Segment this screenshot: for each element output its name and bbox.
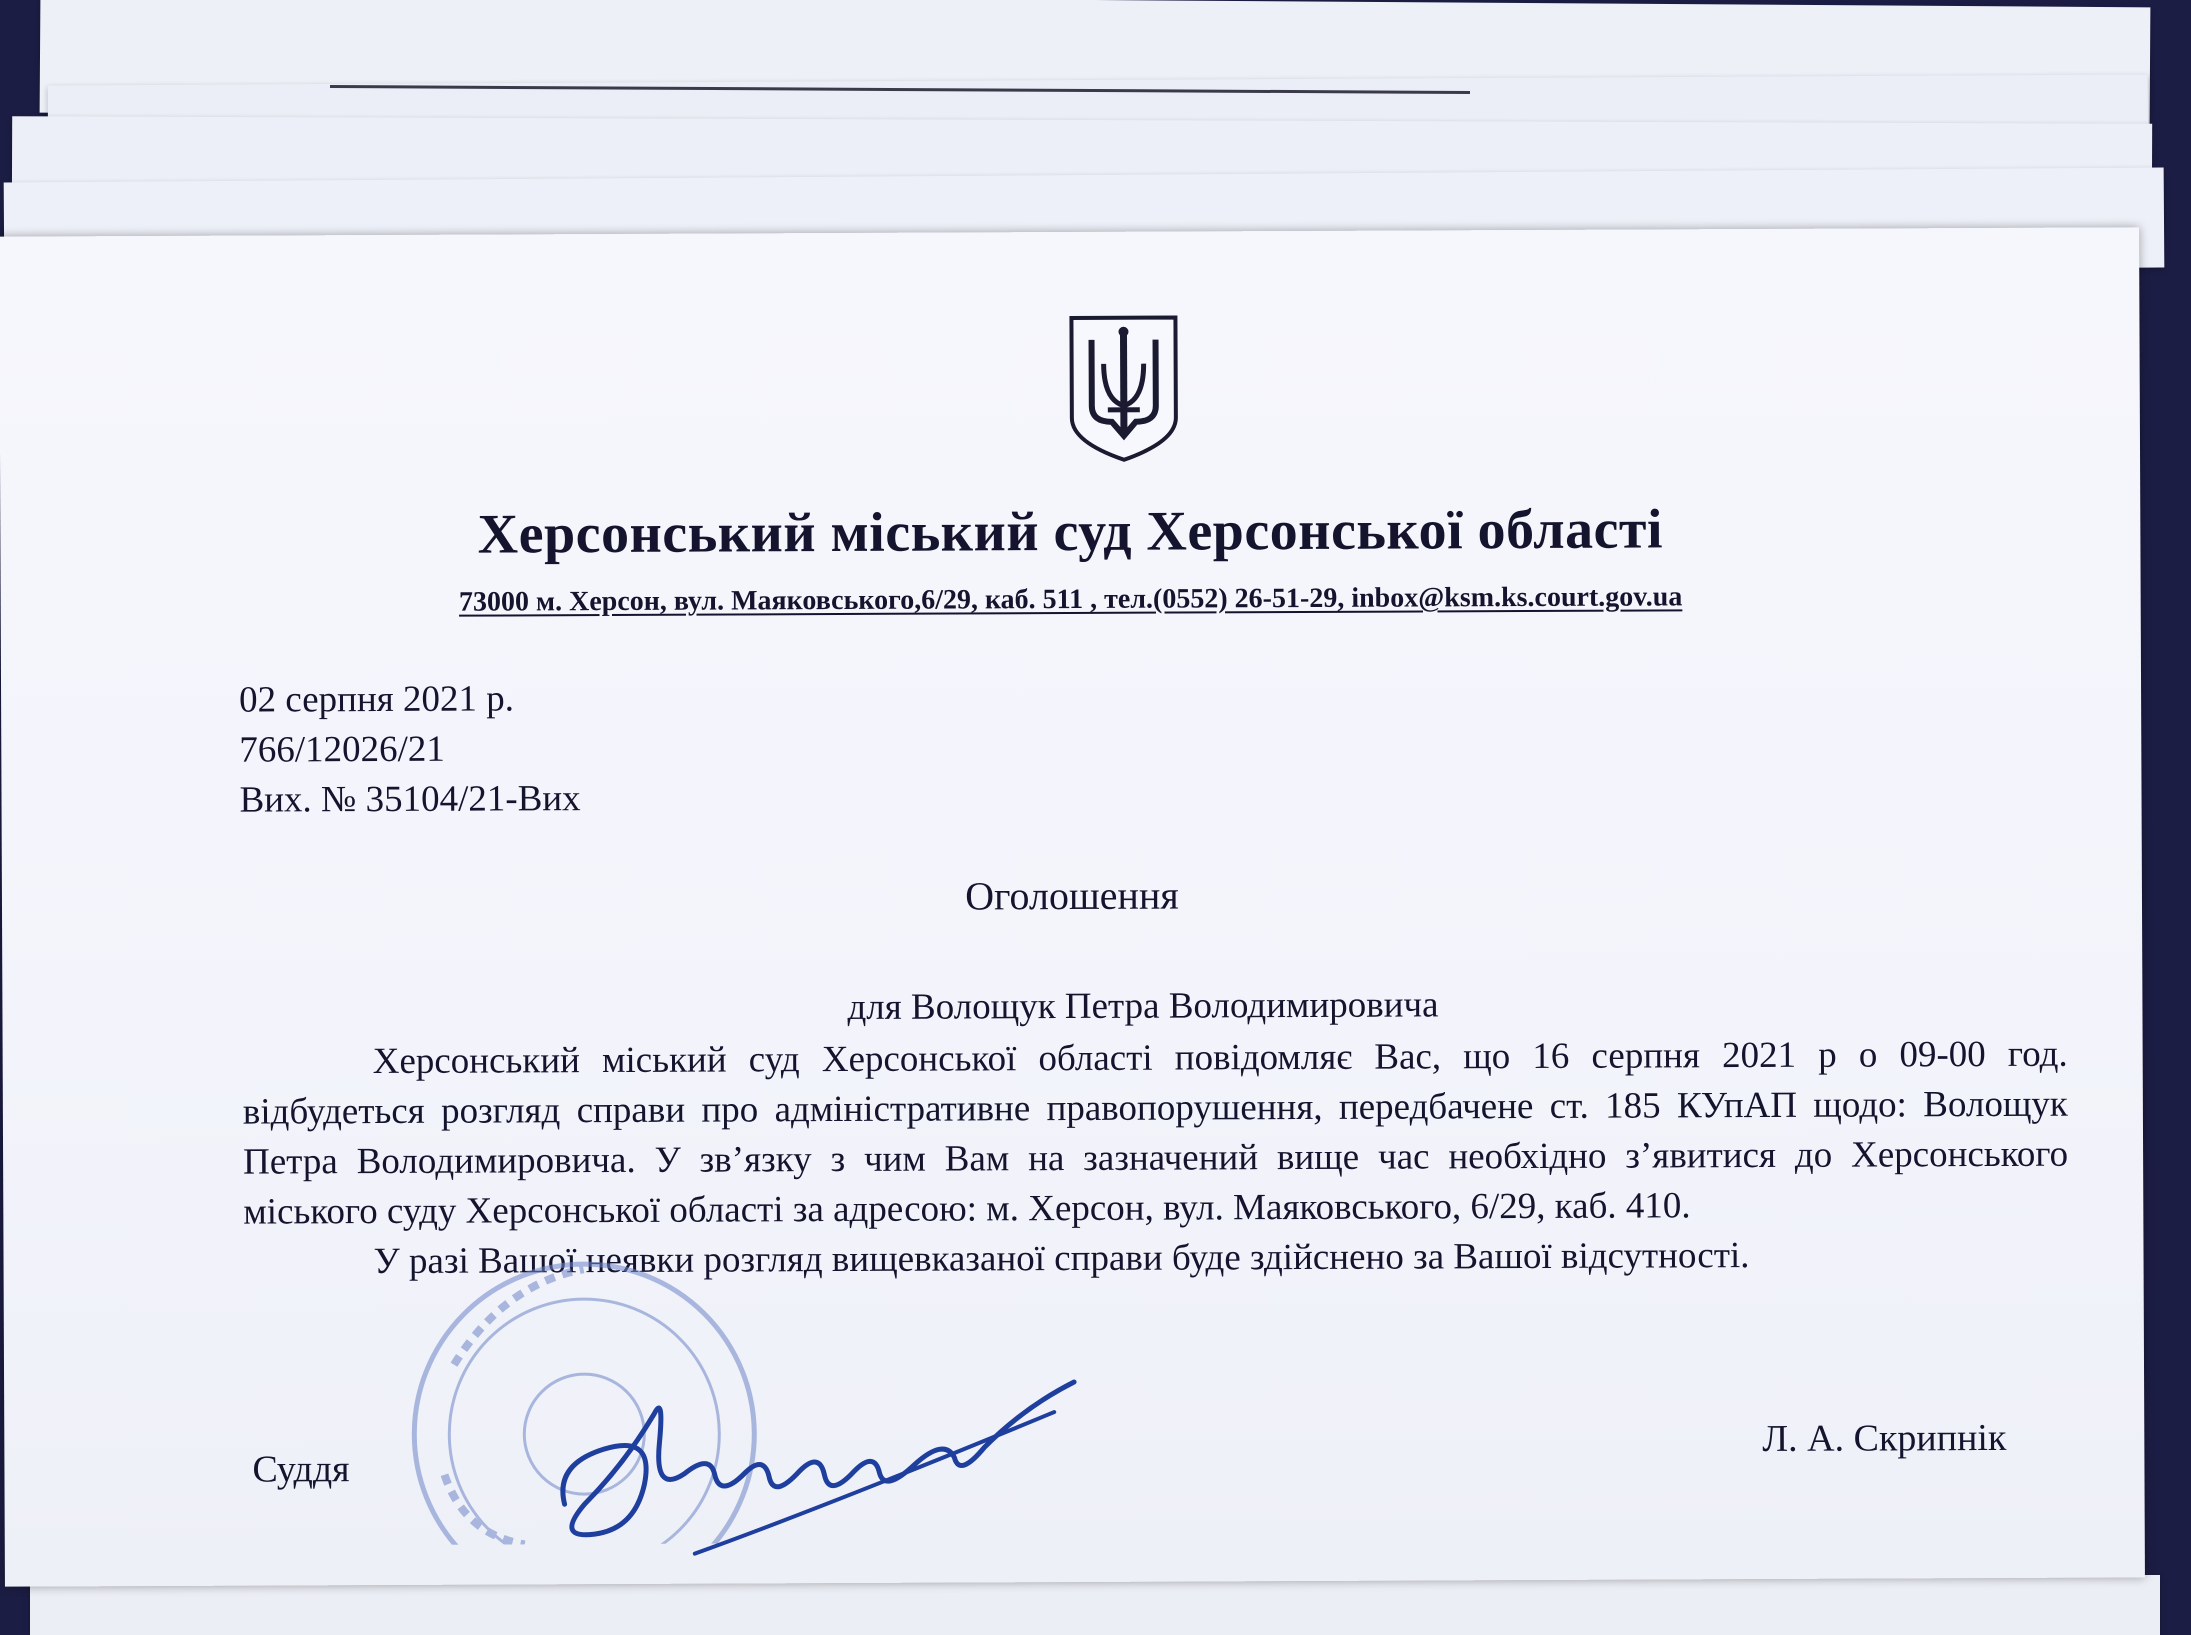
court-title: Херсонський міський суд Херсонської області (477, 498, 1664, 566)
court-notice-page (0, 227, 2145, 1586)
outgoing-number: Вих. № 35104/21-Вих (239, 778, 581, 821)
notice-paragraph: Херсонський міський суд Херсонської області повідомляє Вас, що 16 серпня 2021 р о 09-00 год. відбудеться розгляд справи про адміністративне правопорушення, передбачене ст. 185 КУпАП щодо: Волощук Петра Володимировича. У зв’язку з чим Вам на зазначений вище час необхідно з’явитися до Херсонського міського суду Херсонської області за адресою: м. Херсон, вул. Маяковського, 6/29, каб. 410. (242, 1033, 2069, 1233)
court-address: 73000 м. Херсон, вул. Маяковського,6/29, каб. 511 , тел.(0552) 26-51-29, inbox@ksm.ks.court.gov.ua (458, 581, 1683, 618)
notice-heading: Оголошення (965, 872, 1179, 919)
judge-role: Суддя (252, 1448, 350, 1491)
case-number: 766/12026/21 (239, 728, 445, 771)
notice-paragraph: У разі Вашої неявки розгляд вищевказаної справи буде здійснено за Вашої відсутності. (373, 1235, 1750, 1283)
document-date: 02 серпня 2021 р. (239, 678, 515, 721)
coat-of-arms-icon (1067, 314, 1180, 464)
notice-addressee: для Волощук Петра Володимировича (847, 984, 1439, 1028)
signature-icon (534, 1352, 1095, 1564)
judge-name: Л. А. Скрипнік (1762, 1416, 2007, 1460)
document-meta (239, 674, 581, 825)
